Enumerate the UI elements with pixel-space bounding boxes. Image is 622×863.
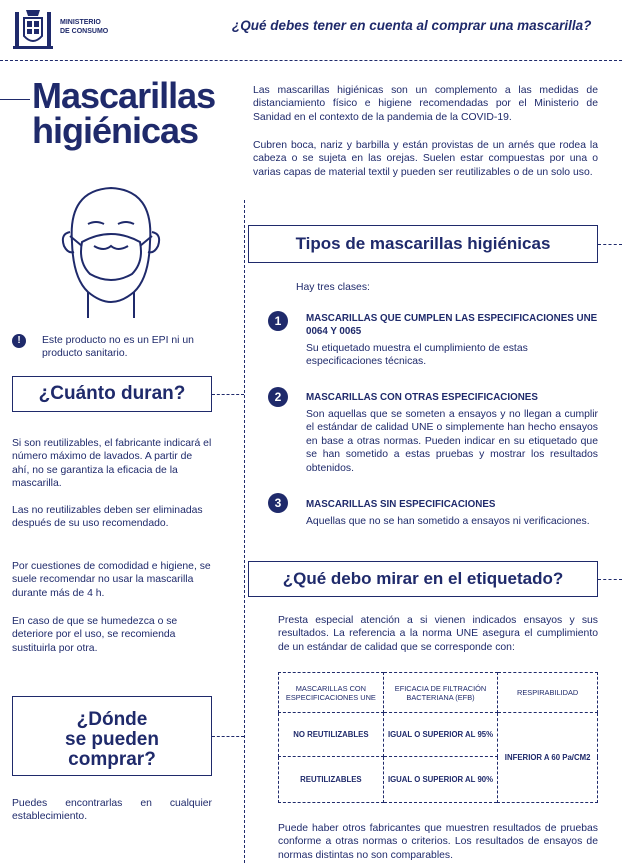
tipo-3-text: Aquellas que no se han sometido a ensayos ni verificaciones. [306,516,590,527]
header-divider [0,60,622,61]
donde-connector [212,736,244,737]
warning-text: Este producto no es un EPI ni un producto sanitario. [42,335,194,360]
table-header-cell: MASCARILLAS CON ESPECIFICACIONES UNE [279,673,384,713]
masked-face-illustration [52,182,170,320]
tipo-2-text: Son aquellas que se someten a ensayos y no llegan a cumplir el estándar de calidad UNE o simplemente han hecho ensayos en base a otras normas. Pueden indicar en su etiquetado que se han sometido a estas pruebas y mostrar los resultados obtenidos. [306,409,598,474]
ministry-line2: DE CONSUMO [60,27,109,35]
spec-table [278,672,598,803]
tipo-2-title: MASCARILLAS CON OTRAS ESPECIFICACIONES [306,392,538,403]
etiquetado-footer: Puede haber otros fabricantes que muestren resultados de pruebas conforme a otras normas o criterios. Los resultados de ensayos de normas distintas no son comparables. [278,823,598,861]
donde-box [12,696,212,776]
donde-heading-line1: ¿Dónde [76,709,148,730]
coat-of-arms-logo [12,6,54,52]
tipo-1-text: Su etiquetado muestra el cumplimiento de estas especificaciones técnicas. [306,343,528,368]
tipo-3-title: MASCARILLAS SIN ESPECIFICACIONES [306,499,496,510]
cuanto-duran-p3: Por cuestiones de comodidad e higiene, se suele recomendar no usar la mascarilla durante más de 4 h. [12,561,211,599]
cuanto-duran-p4: En caso de que se humedezca o se deteriore por el uso, se recomienda sustituirla por otra. [12,616,178,654]
tipos-connector [598,244,622,245]
cuanto-duran-p2: Las no reutilizables deben ser eliminadas después de su uso recomendado. [12,505,203,530]
cuanto-duran-connector [212,394,244,395]
number-1-icon: 1 [268,311,288,331]
title-rule [0,99,30,100]
tipos-heading: Tipos de mascarillas higiénicas [295,234,551,253]
table-cell: REUTILIZABLES [279,757,384,803]
cuanto-duran-p1: Si son reutilizables, el fabricante indicará el número máximo de lavados. A partir de ahí, no se garantiza la eficacia de la mascarilla. [12,438,212,490]
table-row [279,713,598,757]
number-2-icon: 2 [268,387,288,407]
donde-heading-line3: comprar? [68,749,156,770]
main-title [32,75,216,151]
table-cell-respirabilidad: INFERIOR A 60 Pa/CM2 [498,713,598,803]
cuanto-duran-heading: ¿Cuánto duran? [38,383,186,404]
header-title: ¿Qué debes tener en cuenta al comprar una mascarilla? [232,18,592,33]
number-3-icon: 3 [268,493,288,513]
cuanto-duran-box [12,376,212,412]
etiquetado-box [248,561,598,597]
donde-heading [13,697,211,770]
intro-paragraph-2: Cubren boca, nariz y barbilla y están provistas de un arnés que rodea la cabeza o se sujeta en las orejas. Suelen estar compuestas por una o varias capas de material textil y pueden ser reutilizables o de un solo uso. [253,140,598,178]
tipo-1-title: MASCARILLAS QUE CUMPLEN LAS ESPECIFICACIONES UNE 0064 Y 0065 [306,313,598,338]
main-title-line2: higiénicas [32,110,199,151]
table-header-row [279,673,598,713]
ministry-line1: MINISTERIO [60,19,101,26]
etiquetado-intro: Presta especial atención a si vienen indicados ensayos y sus resultados. La referencia a la norma UNE asegura el cumplimiento de un estándar de calidad que se corresponde con: [278,615,598,653]
etiquetado-heading: ¿Qué debo mirar en el etiquetado? [282,569,564,588]
center-divider [244,200,245,863]
donde-text: Puedes encontrarlas en cualquier establecimiento. [12,798,212,823]
table-cell: IGUAL O SUPERIOR AL 95% [383,713,497,757]
table-header-cell: RESPIRABILIDAD [498,673,598,713]
table-cell: NO REUTILIZABLES [279,713,384,757]
donde-heading-line2: se pueden [65,729,159,750]
tipos-intro: Hay tres clases: [296,282,370,293]
exclamation-icon: ! [12,334,26,348]
ministry-name [60,19,108,36]
table-header-cell: EFICACIA DE FILTRACIÓN BACTERIANA (EFB) [383,673,497,713]
table-cell: IGUAL O SUPERIOR AL 90% [383,757,497,803]
intro-paragraph-1: Las mascarillas higiénicas son un complemento a las medidas de distanciamiento físico e higiene recomendadas por el Ministerio de Sanidad en el contexto de la pandemia de la COVID-19. [253,85,598,123]
main-title-line1: Mascarillas [32,75,216,116]
etiquetado-connector [598,579,622,580]
tipos-box [248,225,598,263]
